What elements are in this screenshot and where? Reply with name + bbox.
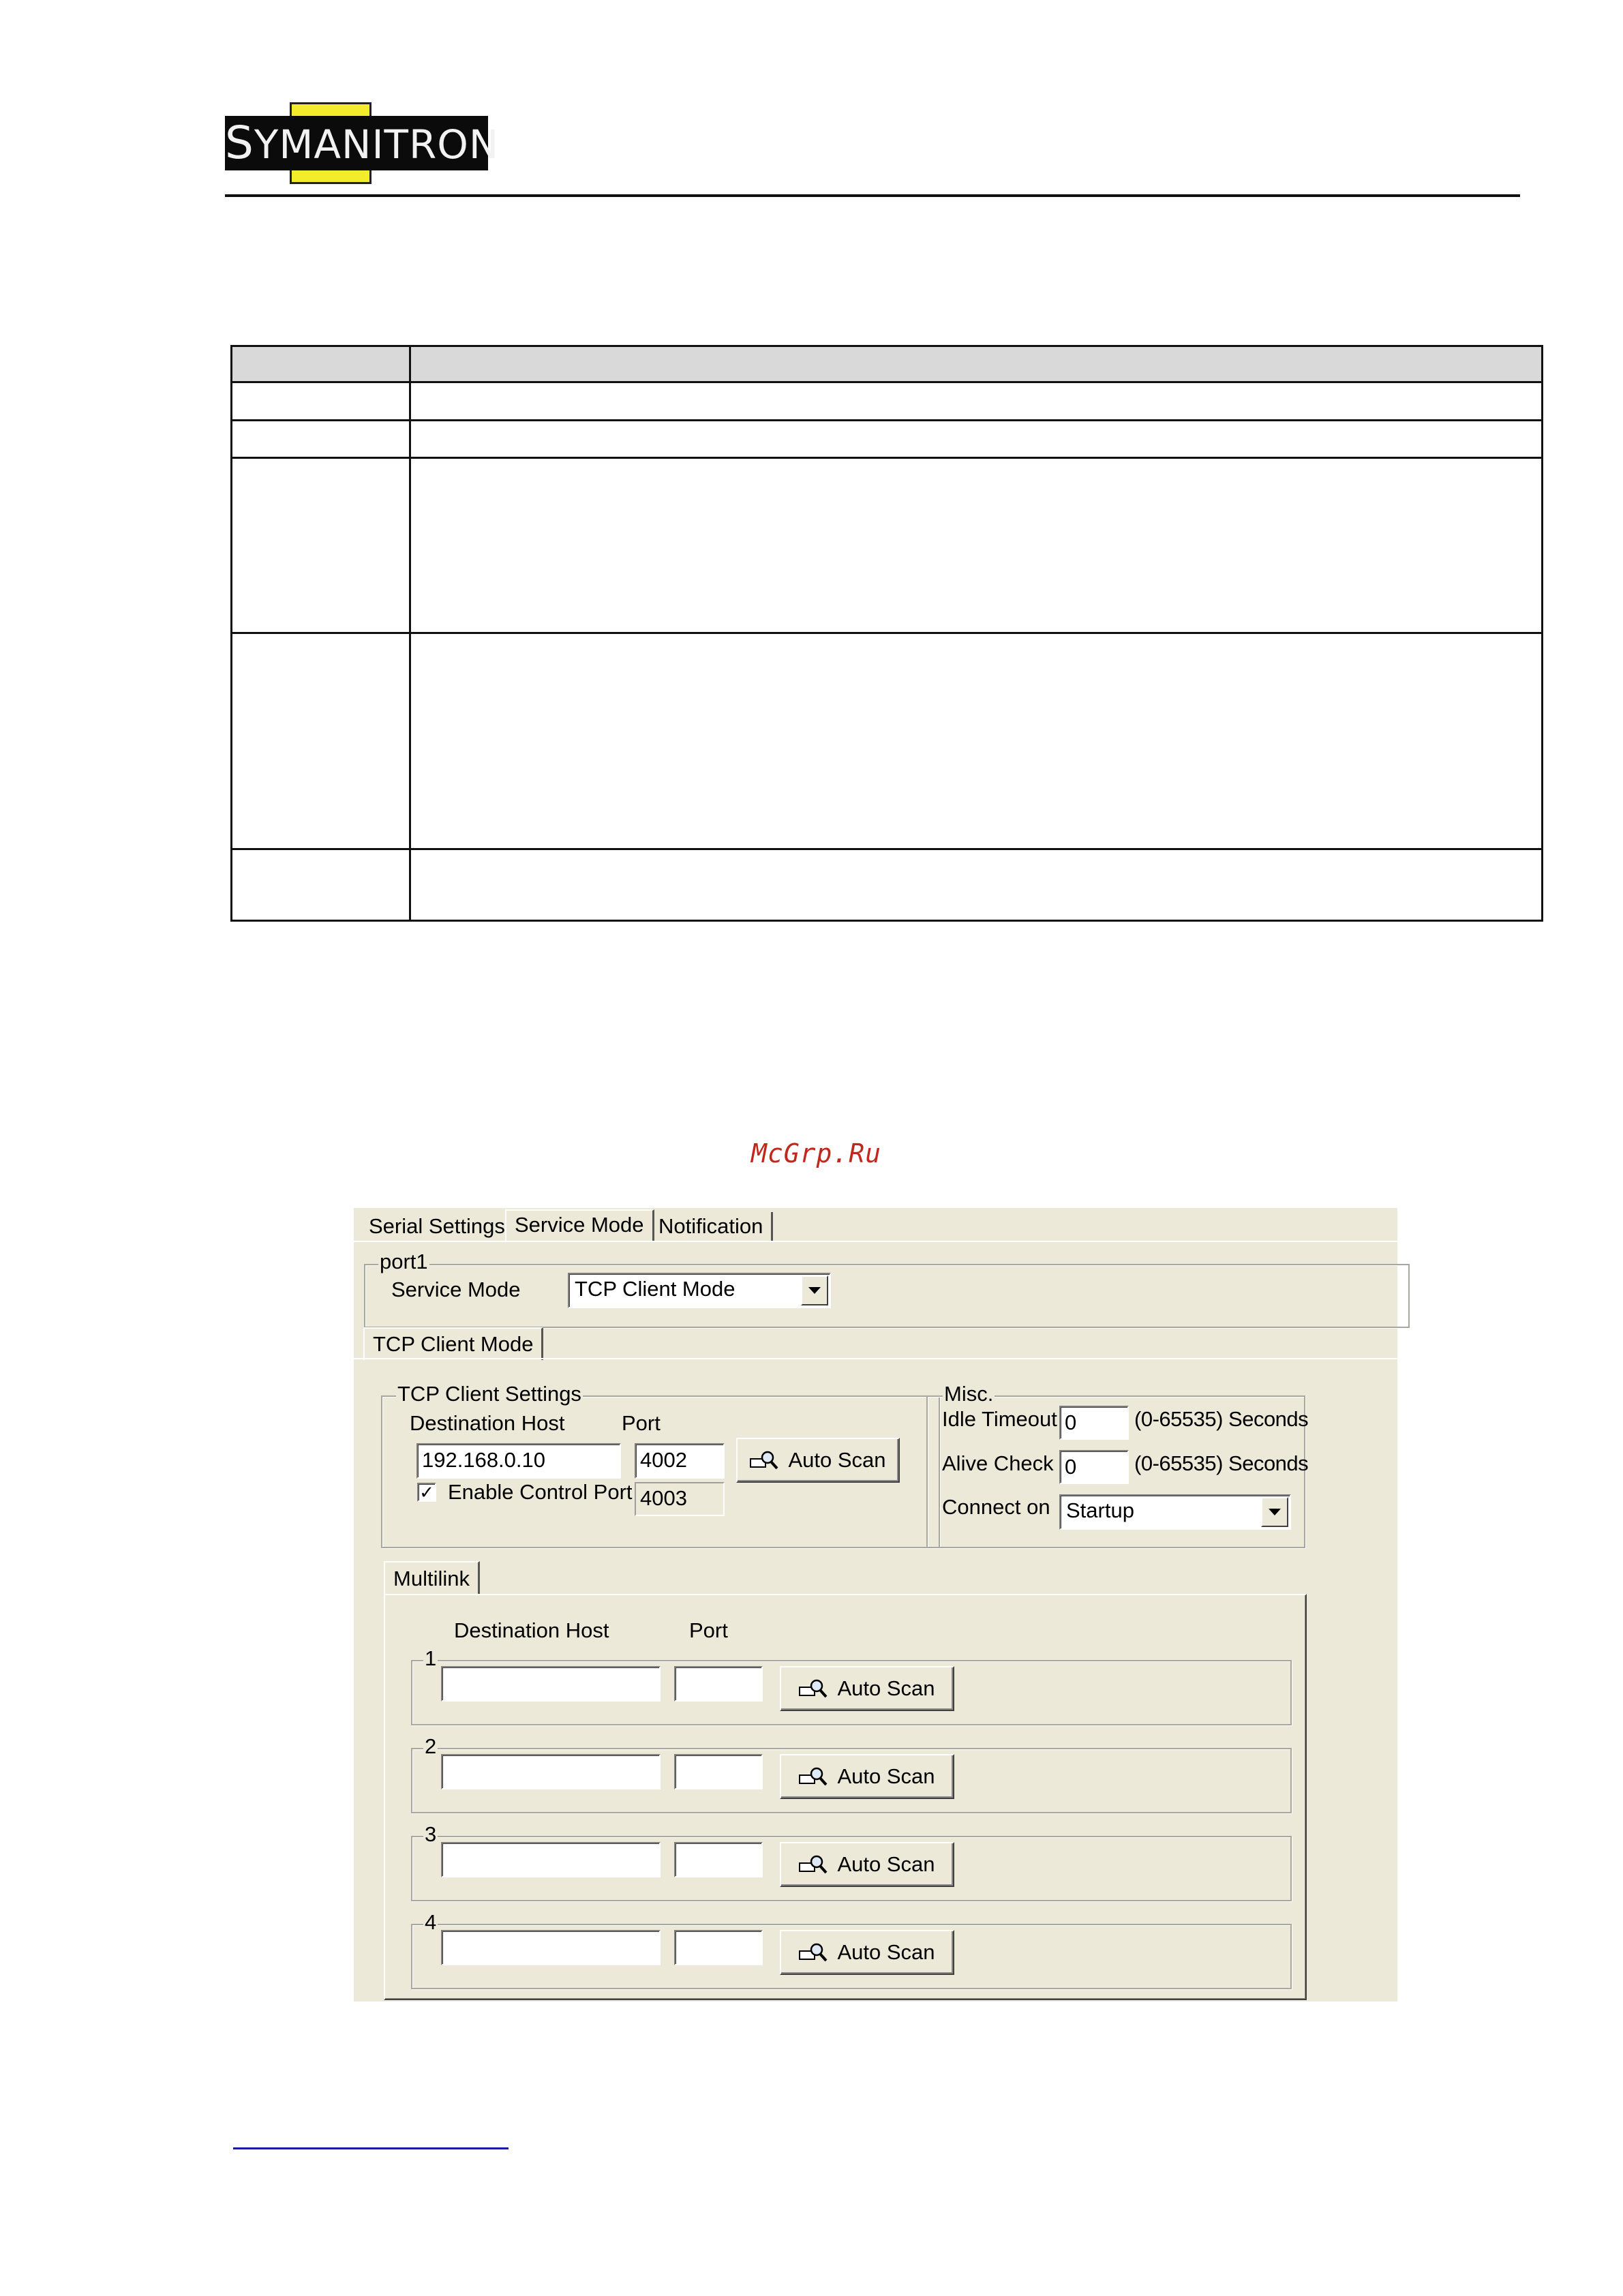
alive-check-label: Alive Check <box>942 1451 1054 1475</box>
header-rule <box>225 194 1520 197</box>
enable-control-port-checkbox[interactable]: ✓ <box>417 1483 436 1502</box>
symanitron-logo <box>225 102 500 184</box>
service-mode-select[interactable] <box>568 1273 831 1308</box>
table-cell <box>410 633 1543 849</box>
chevron-down-icon[interactable] <box>801 1275 828 1305</box>
logo-rest: YMANITRON <box>254 121 500 168</box>
auto-scan-label: Auto Scan <box>837 1676 935 1700</box>
parameter-table <box>230 345 1543 922</box>
table-row <box>232 849 1543 921</box>
table-cell <box>410 457 1543 633</box>
multilink-host-input[interactable] <box>441 1930 661 1965</box>
enable-control-port-label: Enable Control Port <box>448 1480 633 1504</box>
multilink-port-label: Port <box>689 1618 728 1642</box>
table-cell <box>410 849 1543 921</box>
port-input[interactable]: 4002 <box>635 1443 725 1479</box>
scan-icon <box>799 1855 828 1874</box>
multilink-host-input[interactable] <box>441 1666 661 1702</box>
table-row <box>232 633 1543 849</box>
control-port-value: 4003 <box>635 1482 725 1516</box>
multilink-row-number: 4 <box>425 1910 437 1934</box>
tab-service-mode[interactable]: Service Mode <box>505 1209 654 1241</box>
multilink-auto-scan-button[interactable] <box>780 1754 954 1799</box>
connect-on-value: Startup <box>1066 1498 1134 1522</box>
tab-multilink[interactable]: Multilink <box>384 1561 480 1595</box>
footer-link-underline[interactable] <box>233 2147 509 2149</box>
watermark: McGrp.Ru <box>751 1138 882 1168</box>
tab-serial-settings[interactable]: Serial Settings <box>361 1212 515 1241</box>
multilink-row-number: 3 <box>425 1822 437 1846</box>
table-cell <box>232 346 410 382</box>
auto-scan-button[interactable] <box>736 1438 900 1483</box>
misc-legend: Misc. <box>944 1382 994 1406</box>
tcp-client-settings-legend: TCP Client Settings <box>397 1382 581 1406</box>
table-header-row <box>232 346 1543 382</box>
port1-group <box>364 1264 1410 1328</box>
multilink-port-input[interactable] <box>674 1754 763 1789</box>
multilink-auto-scan-button[interactable] <box>780 1666 954 1711</box>
scan-icon <box>799 1767 828 1786</box>
scan-icon <box>750 1451 778 1470</box>
table-cell <box>410 346 1543 382</box>
service-mode-dialog <box>354 1208 1397 2002</box>
table-row <box>232 382 1543 420</box>
table-row <box>232 420 1543 457</box>
connect-on-label: Connect on <box>942 1495 1050 1519</box>
destination-host-input[interactable]: 192.168.0.10 <box>416 1443 621 1479</box>
multilink-auto-scan-button[interactable] <box>780 1842 954 1887</box>
tab-tcp-client-mode[interactable]: TCP Client Mode <box>363 1327 543 1360</box>
idle-timeout-input[interactable]: 0 <box>1059 1406 1129 1440</box>
table-cell <box>410 420 1543 457</box>
service-mode-label: Service Mode <box>391 1278 521 1301</box>
connect-on-select[interactable] <box>1059 1494 1291 1530</box>
table-cell <box>232 457 410 633</box>
table-cell <box>232 382 410 420</box>
multilink-row-number: 2 <box>425 1734 437 1758</box>
auto-scan-label: Auto Scan <box>837 1940 935 1964</box>
multilink-host-input[interactable] <box>441 1842 661 1877</box>
port1-legend: port1 <box>380 1250 428 1273</box>
multilink-port-input[interactable] <box>674 1842 763 1877</box>
table-cell <box>232 633 410 849</box>
table-cell <box>410 382 1543 420</box>
idle-timeout-label: Idle Timeout <box>942 1407 1057 1431</box>
tab-strip-line <box>354 1241 1397 1242</box>
auto-scan-label: Auto Scan <box>837 1764 935 1788</box>
chevron-down-icon[interactable] <box>1261 1497 1288 1527</box>
auto-scan-label: Auto Scan <box>837 1852 935 1876</box>
multilink-auto-scan-button[interactable] <box>780 1930 954 1975</box>
table-cell <box>232 849 410 921</box>
scan-icon <box>799 1943 828 1962</box>
alive-check-input[interactable]: 0 <box>1059 1450 1129 1484</box>
multilink-host-input[interactable] <box>441 1754 661 1789</box>
multilink-destination-host-label: Destination Host <box>454 1618 609 1642</box>
multilink-port-input[interactable] <box>674 1930 763 1965</box>
logo-initial: S <box>225 117 254 169</box>
auto-scan-label: Auto Scan <box>788 1448 886 1472</box>
subtab-line <box>354 1358 1397 1359</box>
multilink-port-input[interactable] <box>674 1666 763 1702</box>
tab-notification[interactable]: Notification <box>650 1212 773 1241</box>
scan-icon <box>799 1679 828 1698</box>
idle-timeout-hint: (0-65535) Seconds <box>1134 1407 1309 1431</box>
multilink-row-number: 1 <box>425 1646 437 1670</box>
alive-check-hint: (0-65535) Seconds <box>1134 1451 1309 1475</box>
port-label: Port <box>622 1411 661 1435</box>
destination-host-label: Destination Host <box>410 1411 565 1435</box>
table-row <box>232 457 1543 633</box>
logo-wordmark <box>225 116 500 170</box>
service-mode-value: TCP Client Mode <box>575 1277 735 1301</box>
table-cell <box>232 420 410 457</box>
